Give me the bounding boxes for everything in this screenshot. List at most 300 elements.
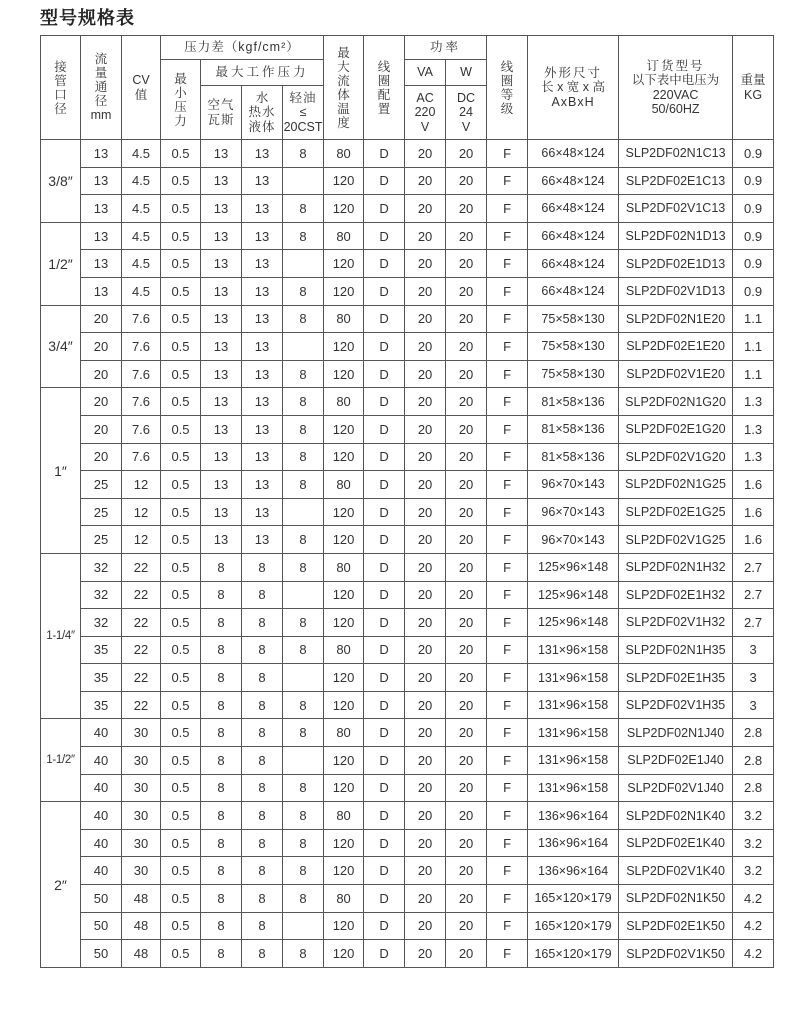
cell-max-pressure-light-oil: 8 [283, 940, 324, 968]
cell-max-pressure-light-oil: 8 [283, 443, 324, 471]
cell-cv-value: 22 [122, 664, 161, 692]
cell-order-model: SLP2DF02N1G25 [619, 471, 733, 499]
cell-max-pressure-air-gas: 13 [201, 443, 242, 471]
cell-max-pressure-air-gas: 8 [201, 691, 242, 719]
cell-order-model: SLP2DF02E1K40 [619, 829, 733, 857]
cell-max-pressure-water: 13 [242, 167, 283, 195]
cell-power-w: 20 [446, 526, 487, 554]
cell-min-pressure: 0.5 [161, 636, 201, 664]
cell-order-model: SLP2DF02E1H35 [619, 664, 733, 692]
cell-order-model: SLP2DF02V1G25 [619, 526, 733, 554]
cell-coil-config: D [364, 222, 405, 250]
cell-order-model: SLP2DF02V1J40 [619, 774, 733, 802]
cell-dimensions: 96×70×143 [528, 526, 619, 554]
cell-min-pressure: 0.5 [161, 829, 201, 857]
header-max-fluid-temp-label: 最大流体温度 [337, 45, 350, 130]
page-title: 型号规格表 [40, 8, 135, 28]
cell-weight: 0.9 [733, 222, 774, 250]
cell-order-model: SLP2DF02N1H32 [619, 553, 733, 581]
cell-coil-config: D [364, 167, 405, 195]
cell-max-pressure-water: 13 [242, 305, 283, 333]
cell-power-va: 20 [405, 774, 446, 802]
cell-coil-config: D [364, 609, 405, 637]
cell-max-pressure-light-oil [283, 747, 324, 775]
cell-coil-config: D [364, 691, 405, 719]
cell-cv-value: 4.5 [122, 167, 161, 195]
cell-power-va: 20 [405, 747, 446, 775]
cell-dimensions: 131×96×158 [528, 774, 619, 802]
cell-max-pressure-air-gas: 13 [201, 471, 242, 499]
cell-power-va: 20 [405, 912, 446, 940]
cell-order-model: SLP2DF02E1E20 [619, 333, 733, 361]
cell-power-va: 20 [405, 471, 446, 499]
cell-coil-config: D [364, 360, 405, 388]
cell-coil-config: D [364, 664, 405, 692]
cell-power-va: 20 [405, 526, 446, 554]
table-row [41, 664, 774, 692]
cell-max-fluid-temp: 120 [324, 912, 364, 940]
cell-weight: 3.2 [733, 802, 774, 830]
cell-min-pressure: 0.5 [161, 140, 201, 168]
table-row [41, 857, 774, 885]
cell-coil-config: D [364, 802, 405, 830]
cell-coil-config: D [364, 885, 405, 913]
cell-max-pressure-air-gas: 13 [201, 195, 242, 223]
cell-power-va: 20 [405, 250, 446, 278]
cell-flow-bore: 40 [81, 719, 122, 747]
cell-max-pressure-air-gas: 8 [201, 857, 242, 885]
header-coil-config [364, 36, 405, 140]
cell-dimensions: 165×120×179 [528, 940, 619, 968]
cell-cv-value: 30 [122, 774, 161, 802]
cell-max-pressure-water: 8 [242, 940, 283, 968]
cell-min-pressure: 0.5 [161, 774, 201, 802]
cell-weight: 2.7 [733, 553, 774, 581]
cell-weight: 4.2 [733, 940, 774, 968]
cell-max-pressure-air-gas: 13 [201, 526, 242, 554]
cell-power-w: 20 [446, 802, 487, 830]
header-power-w: W [446, 60, 487, 86]
cell-max-fluid-temp: 120 [324, 526, 364, 554]
cell-coil-config: D [364, 415, 405, 443]
cell-order-model: SLP2DF02V1D13 [619, 277, 733, 305]
pipe-size-cell: 3/4″ [41, 305, 81, 388]
cell-order-model: SLP2DF02N1K50 [619, 885, 733, 913]
cell-max-pressure-water: 13 [242, 250, 283, 278]
table-row [41, 609, 774, 637]
pipe-size-cell: 2″ [41, 802, 81, 968]
cell-dimensions: 75×58×130 [528, 305, 619, 333]
cell-power-va: 20 [405, 277, 446, 305]
cell-power-w: 20 [446, 360, 487, 388]
cell-min-pressure: 0.5 [161, 333, 201, 361]
cell-weight: 3.2 [733, 857, 774, 885]
cell-coil-config: D [364, 250, 405, 278]
cell-weight: 1.1 [733, 305, 774, 333]
cell-max-pressure-water: 13 [242, 443, 283, 471]
cell-min-pressure: 0.5 [161, 250, 201, 278]
cell-coil-class: F [487, 857, 528, 885]
cell-max-pressure-water: 13 [242, 360, 283, 388]
cell-dimensions: 66×48×124 [528, 167, 619, 195]
cell-power-w: 20 [446, 636, 487, 664]
table-row [41, 802, 774, 830]
cell-max-pressure-light-oil: 8 [283, 471, 324, 499]
header-dimensions-axes: AxBxH [551, 94, 595, 109]
cell-weight: 1.3 [733, 443, 774, 471]
table-row [41, 581, 774, 609]
cell-weight: 1.3 [733, 415, 774, 443]
cell-power-va: 20 [405, 415, 446, 443]
cell-max-fluid-temp: 80 [324, 802, 364, 830]
table-row [41, 774, 774, 802]
cell-max-pressure-air-gas: 13 [201, 250, 242, 278]
cell-max-pressure-light-oil [283, 250, 324, 278]
cell-power-w: 20 [446, 167, 487, 195]
header-weight [733, 36, 774, 140]
header-water-label: 水 [255, 90, 269, 105]
cell-coil-config: D [364, 747, 405, 775]
cell-max-pressure-light-oil: 8 [283, 719, 324, 747]
cell-max-pressure-air-gas: 8 [201, 664, 242, 692]
cell-power-va: 20 [405, 829, 446, 857]
table-row [41, 885, 774, 913]
cell-cv-value: 4.5 [122, 195, 161, 223]
cell-max-pressure-light-oil: 8 [283, 360, 324, 388]
cell-coil-config: D [364, 333, 405, 361]
cell-max-fluid-temp: 120 [324, 747, 364, 775]
cell-cv-value: 7.6 [122, 305, 161, 333]
cell-cv-value: 30 [122, 802, 161, 830]
cell-max-fluid-temp: 120 [324, 250, 364, 278]
cell-dimensions: 131×96×158 [528, 636, 619, 664]
cell-order-model: SLP2DF02V1C13 [619, 195, 733, 223]
cell-weight: 4.2 [733, 912, 774, 940]
cell-coil-config: D [364, 829, 405, 857]
cell-cv-value: 7.6 [122, 415, 161, 443]
cell-order-model: SLP2DF02N1J40 [619, 719, 733, 747]
cell-weight: 3 [733, 691, 774, 719]
header-power-va: VA [405, 60, 446, 86]
table-row [41, 250, 774, 278]
cell-dimensions: 131×96×158 [528, 719, 619, 747]
cell-max-pressure-water: 8 [242, 553, 283, 581]
cell-max-pressure-water: 8 [242, 609, 283, 637]
cell-min-pressure: 0.5 [161, 691, 201, 719]
header-pipe-size [41, 36, 81, 140]
cell-weight: 2.8 [733, 774, 774, 802]
cell-max-pressure-light-oil: 8 [283, 774, 324, 802]
cell-flow-bore: 50 [81, 885, 122, 913]
cell-max-pressure-water: 8 [242, 664, 283, 692]
header-dimensions [528, 36, 619, 140]
cell-coil-config: D [364, 857, 405, 885]
cell-cv-value: 30 [122, 829, 161, 857]
cell-min-pressure: 0.5 [161, 305, 201, 333]
cell-order-model: SLP2DF02N1H35 [619, 636, 733, 664]
cell-power-va: 20 [405, 388, 446, 416]
cell-min-pressure: 0.5 [161, 664, 201, 692]
cell-max-fluid-temp: 120 [324, 195, 364, 223]
header-pipe-size-label: 接管口径 [54, 59, 67, 116]
cell-max-fluid-temp: 120 [324, 857, 364, 885]
cell-cv-value: 12 [122, 471, 161, 499]
cell-cv-value: 30 [122, 719, 161, 747]
cell-max-fluid-temp: 120 [324, 774, 364, 802]
cell-coil-class: F [487, 802, 528, 830]
header-gas-label: 瓦斯 [207, 112, 235, 127]
cell-min-pressure: 0.5 [161, 747, 201, 775]
cell-order-model: SLP2DF02E1D13 [619, 250, 733, 278]
cell-min-pressure: 0.5 [161, 885, 201, 913]
cell-coil-class: F [487, 940, 528, 968]
cell-flow-bore: 13 [81, 195, 122, 223]
cell-cv-value: 22 [122, 691, 161, 719]
cell-max-pressure-water: 8 [242, 885, 283, 913]
header-air-label: 空气 [207, 98, 235, 112]
cell-cv-value: 4.5 [122, 277, 161, 305]
cell-min-pressure: 0.5 [161, 526, 201, 554]
cell-coil-config: D [364, 498, 405, 526]
table-row [41, 498, 774, 526]
header-coil-class [487, 36, 528, 140]
cell-min-pressure: 0.5 [161, 277, 201, 305]
cell-coil-config: D [364, 581, 405, 609]
header-dc-value: 24 [459, 105, 473, 120]
cell-order-model: SLP2DF02N1E20 [619, 305, 733, 333]
table-row [41, 305, 774, 333]
cell-max-pressure-water: 8 [242, 857, 283, 885]
header-pressure-diff: 压力差（kgf/cm²） [161, 36, 324, 60]
table-row [41, 140, 774, 168]
cell-coil-class: F [487, 388, 528, 416]
cell-power-w: 20 [446, 250, 487, 278]
cell-order-model: SLP2DF02N1C13 [619, 140, 733, 168]
cell-dimensions: 81×58×136 [528, 388, 619, 416]
header-ac-label: AC [416, 90, 434, 105]
cell-dimensions: 66×48×124 [528, 277, 619, 305]
cell-coil-class: F [487, 443, 528, 471]
header-ac-voltage [405, 86, 446, 140]
cell-dimensions: 136×96×164 [528, 857, 619, 885]
cell-power-w: 20 [446, 277, 487, 305]
cell-max-pressure-water: 8 [242, 829, 283, 857]
table-row [41, 167, 774, 195]
cell-min-pressure: 0.5 [161, 553, 201, 581]
cell-max-pressure-water: 13 [242, 471, 283, 499]
cell-coil-class: F [487, 305, 528, 333]
cell-max-pressure-water: 13 [242, 222, 283, 250]
cell-flow-bore: 32 [81, 609, 122, 637]
cell-max-pressure-light-oil: 8 [283, 222, 324, 250]
header-ac-value: 220 [414, 105, 436, 120]
cell-power-va: 20 [405, 802, 446, 830]
cell-max-pressure-light-oil [283, 581, 324, 609]
cell-max-pressure-light-oil: 8 [283, 609, 324, 637]
cell-order-model: SLP2DF02V1K50 [619, 940, 733, 968]
cell-cv-value: 7.6 [122, 333, 161, 361]
cell-flow-bore: 35 [81, 691, 122, 719]
cell-power-w: 20 [446, 885, 487, 913]
cell-power-w: 20 [446, 222, 487, 250]
cell-order-model: SLP2DF02N1D13 [619, 222, 733, 250]
cell-power-va: 20 [405, 636, 446, 664]
cell-cv-value: 48 [122, 940, 161, 968]
cell-min-pressure: 0.5 [161, 360, 201, 388]
cell-cv-value: 22 [122, 553, 161, 581]
cell-weight: 0.9 [733, 277, 774, 305]
cell-max-pressure-air-gas: 8 [201, 774, 242, 802]
cell-flow-bore: 20 [81, 360, 122, 388]
cell-power-w: 20 [446, 553, 487, 581]
cell-max-fluid-temp: 120 [324, 498, 364, 526]
header-max-working-pressure: 最大工作压力 [201, 60, 324, 86]
header-dimensions-sub: 长 x 宽 x 高 [541, 80, 606, 95]
cell-min-pressure: 0.5 [161, 609, 201, 637]
cell-power-va: 20 [405, 719, 446, 747]
cell-power-va: 20 [405, 498, 446, 526]
cell-max-pressure-air-gas: 13 [201, 167, 242, 195]
cell-flow-bore: 35 [81, 636, 122, 664]
header-light-oil-viscosity: 20CST [283, 119, 323, 134]
cell-cv-value: 48 [122, 885, 161, 913]
header-coil-class-label: 线圈等级 [500, 59, 514, 116]
header-light-oil-label: 轻油 [289, 90, 317, 105]
cell-power-w: 20 [446, 940, 487, 968]
cell-coil-config: D [364, 719, 405, 747]
cell-power-va: 20 [405, 581, 446, 609]
cell-max-pressure-water: 8 [242, 581, 283, 609]
cell-coil-class: F [487, 498, 528, 526]
cell-weight: 1.3 [733, 388, 774, 416]
cell-flow-bore: 20 [81, 443, 122, 471]
cell-max-pressure-light-oil: 8 [283, 305, 324, 333]
cell-max-pressure-water: 8 [242, 912, 283, 940]
cell-order-model: SLP2DF02N1K40 [619, 802, 733, 830]
cell-cv-value: 4.5 [122, 222, 161, 250]
cell-order-model: SLP2DF02E1H32 [619, 581, 733, 609]
cell-coil-config: D [364, 471, 405, 499]
cell-coil-class: F [487, 885, 528, 913]
cell-dimensions: 165×120×179 [528, 885, 619, 913]
cell-coil-config: D [364, 195, 405, 223]
cell-max-pressure-water: 13 [242, 333, 283, 361]
cell-power-w: 20 [446, 664, 487, 692]
cell-coil-class: F [487, 581, 528, 609]
header-dimensions-label: 外形尺寸 [544, 65, 603, 80]
cell-max-fluid-temp: 120 [324, 167, 364, 195]
cell-max-fluid-temp: 80 [324, 719, 364, 747]
cell-power-w: 20 [446, 912, 487, 940]
spec-table [40, 35, 774, 968]
cell-min-pressure: 0.5 [161, 195, 201, 223]
cell-min-pressure: 0.5 [161, 167, 201, 195]
cell-cv-value: 7.6 [122, 388, 161, 416]
table-row [41, 277, 774, 305]
cell-coil-class: F [487, 277, 528, 305]
cell-power-va: 20 [405, 885, 446, 913]
cell-flow-bore: 20 [81, 305, 122, 333]
cell-power-w: 20 [446, 415, 487, 443]
header-weight-unit: KG [744, 87, 763, 102]
cell-coil-config: D [364, 443, 405, 471]
cell-power-va: 20 [405, 222, 446, 250]
cell-coil-config: D [364, 305, 405, 333]
cell-power-va: 20 [405, 940, 446, 968]
header-hot-water-label: 热水 [248, 105, 276, 120]
cell-coil-config: D [364, 774, 405, 802]
cell-max-pressure-air-gas: 13 [201, 388, 242, 416]
cell-max-pressure-air-gas: 8 [201, 940, 242, 968]
cell-power-va: 20 [405, 333, 446, 361]
cell-coil-class: F [487, 553, 528, 581]
cell-coil-config: D [364, 140, 405, 168]
cell-max-pressure-water: 8 [242, 719, 283, 747]
cell-max-pressure-air-gas: 13 [201, 360, 242, 388]
cell-coil-class: F [487, 415, 528, 443]
cell-min-pressure: 0.5 [161, 940, 201, 968]
cell-power-va: 20 [405, 360, 446, 388]
cell-max-pressure-air-gas: 13 [201, 415, 242, 443]
cell-weight: 2.7 [733, 609, 774, 637]
cell-coil-class: F [487, 333, 528, 361]
cell-coil-class: F [487, 609, 528, 637]
cell-flow-bore: 40 [81, 802, 122, 830]
pipe-size-cell: 1/2″ [41, 222, 81, 305]
header-coil-config-label: 线圈配置 [377, 59, 391, 116]
cell-coil-config: D [364, 526, 405, 554]
cell-dimensions: 125×96×148 [528, 553, 619, 581]
cell-min-pressure: 0.5 [161, 443, 201, 471]
cell-order-model: SLP2DF02E1G20 [619, 415, 733, 443]
cell-power-va: 20 [405, 553, 446, 581]
cell-max-fluid-temp: 80 [324, 553, 364, 581]
cell-dimensions: 66×48×124 [528, 222, 619, 250]
cell-weight: 1.1 [733, 333, 774, 361]
pipe-size-cell: 1-1/2″ [41, 719, 81, 802]
cell-weight: 0.9 [733, 140, 774, 168]
cell-max-pressure-light-oil [283, 498, 324, 526]
header-row [41, 36, 774, 60]
cell-max-pressure-light-oil: 8 [283, 388, 324, 416]
cell-max-fluid-temp: 80 [324, 388, 364, 416]
header-flow-bore-unit: mm [90, 108, 112, 123]
cell-min-pressure: 0.5 [161, 802, 201, 830]
cell-power-w: 20 [446, 305, 487, 333]
cell-max-pressure-air-gas: 8 [201, 747, 242, 775]
cell-coil-class: F [487, 222, 528, 250]
cell-order-model: SLP2DF02V1G20 [619, 443, 733, 471]
cell-max-pressure-water: 13 [242, 415, 283, 443]
cell-order-model: SLP2DF02E1G25 [619, 498, 733, 526]
cell-weight: 4.2 [733, 885, 774, 913]
cell-coil-class: F [487, 250, 528, 278]
table-row [41, 553, 774, 581]
header-weight-label: 重量 [740, 73, 766, 87]
cell-cv-value: 22 [122, 581, 161, 609]
cell-power-va: 20 [405, 664, 446, 692]
cell-power-va: 20 [405, 305, 446, 333]
header-cv-label: CV [132, 73, 150, 87]
cell-max-pressure-light-oil: 8 [283, 277, 324, 305]
cell-cv-value: 12 [122, 498, 161, 526]
header-order-frequency: 50/60HZ [651, 102, 700, 116]
header-water [242, 86, 283, 140]
cell-max-pressure-water: 8 [242, 774, 283, 802]
cell-max-pressure-light-oil: 8 [283, 195, 324, 223]
cell-max-pressure-air-gas: 8 [201, 885, 242, 913]
header-dc-label: DC [457, 90, 476, 105]
